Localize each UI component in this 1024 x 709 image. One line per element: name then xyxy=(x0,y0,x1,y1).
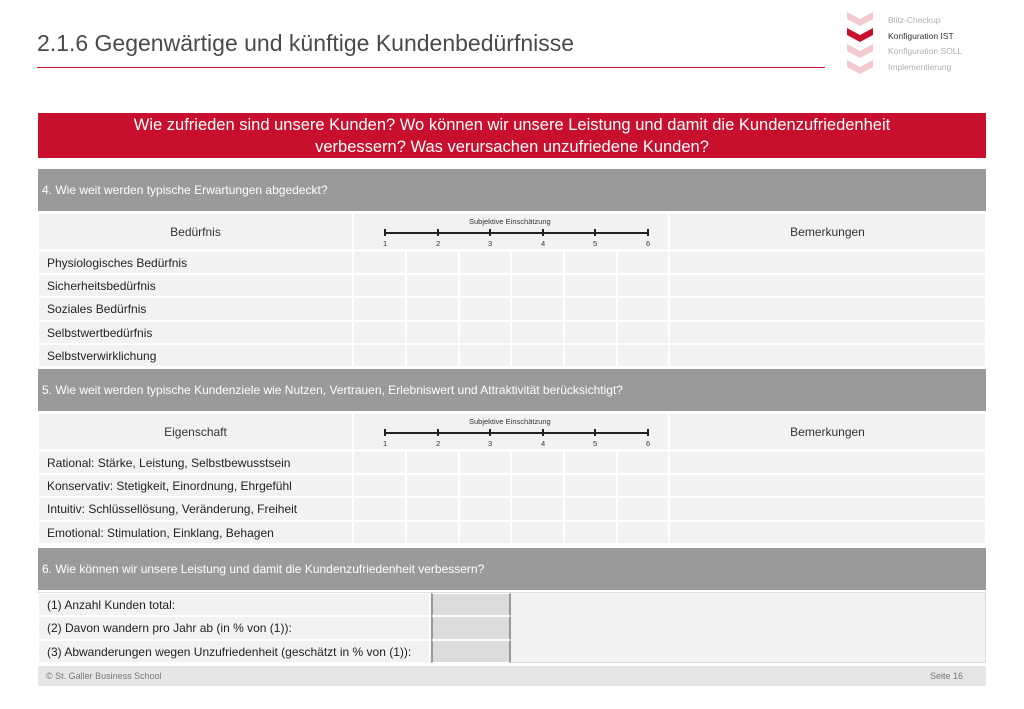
section4-row-label-cell xyxy=(38,321,353,344)
scale-label: 1 xyxy=(383,239,388,248)
section5-row-label-cell xyxy=(38,521,353,544)
scale-label: 3 xyxy=(488,239,493,248)
nav-item-konfiguration-soll[interactable]: Konfiguration SOLL xyxy=(888,46,963,56)
scale-label: 6 xyxy=(646,239,651,248)
rating-cell[interactable] xyxy=(406,251,459,274)
rating-cell[interactable] xyxy=(353,344,406,367)
rating-cell[interactable] xyxy=(617,497,669,520)
section6-row-label-cell xyxy=(38,640,430,663)
remarks-cell[interactable] xyxy=(669,451,986,474)
rating-cell[interactable] xyxy=(617,474,669,497)
scale-label: 6 xyxy=(646,439,651,448)
rating-cell[interactable] xyxy=(459,344,511,367)
progress-chevrons-icon xyxy=(845,10,875,76)
scale-label: 2 xyxy=(436,239,441,248)
scale-line xyxy=(384,432,649,434)
rating-cell[interactable] xyxy=(459,297,511,320)
rating-cell[interactable] xyxy=(511,297,564,320)
rating-cell[interactable] xyxy=(406,521,459,544)
scale-tick xyxy=(542,229,544,236)
rating-cell[interactable] xyxy=(617,297,669,320)
section5-row-label: Intuitiv: Schlüssellösung, Veränderung, Freiheit xyxy=(47,502,298,517)
rating-cell[interactable] xyxy=(617,521,669,544)
page-title: 2.1.6 Gegenwärtige und künftige Kundenbedürfnisse xyxy=(37,30,575,56)
rating-cell[interactable] xyxy=(564,344,617,367)
section5-row-label: Rational: Stärke, Leistung, Selbstbewusstsein xyxy=(47,456,291,470)
remarks-cell[interactable] xyxy=(669,497,986,520)
rating-cell[interactable] xyxy=(353,297,406,320)
rating-cell[interactable] xyxy=(406,297,459,320)
remarks-cell[interactable] xyxy=(669,297,986,320)
scale-label: 3 xyxy=(488,439,493,448)
remarks-cell[interactable] xyxy=(669,521,986,544)
rating-cell[interactable] xyxy=(564,251,617,274)
rating-cell[interactable] xyxy=(564,474,617,497)
rating-cell[interactable] xyxy=(459,497,511,520)
nav-item-blitz-checkup[interactable]: Blitz-Checkup xyxy=(888,15,941,25)
rating-cell[interactable] xyxy=(353,251,406,274)
rating-cell[interactable] xyxy=(459,321,511,344)
scale-line xyxy=(384,232,649,234)
col-header-need: Bedürfnis xyxy=(38,213,353,250)
scale-tick xyxy=(594,429,596,436)
section4-row-label: Selbstwertbedürfnis xyxy=(47,325,153,340)
nav-item-implementierung[interactable]: Implementierung xyxy=(888,61,952,72)
rating-cell[interactable] xyxy=(511,521,564,544)
section-5-header: 5. Wie weit werden typische Kundenziele wie Nutzen, Vertrauen, Erlebniswert und Attraktivität berücksichtigt? xyxy=(38,369,986,411)
section4-row-label-cell xyxy=(38,251,353,274)
section6-row-label: (1) Anzahl Kunden total: xyxy=(47,598,176,612)
section5-row-label: Emotional: Stimulation, Einklang, Behagen xyxy=(47,525,274,540)
scale-tick xyxy=(594,229,596,236)
rating-cell[interactable] xyxy=(459,474,511,497)
col-header-scale xyxy=(353,413,669,450)
rating-cell[interactable] xyxy=(353,474,406,497)
rating-cell[interactable] xyxy=(511,321,564,344)
rating-cell[interactable] xyxy=(353,451,406,474)
rating-cell[interactable] xyxy=(564,497,617,520)
scale-tick xyxy=(437,229,439,236)
footer-page-number: Seite 16 xyxy=(929,671,963,681)
remarks-cell[interactable] xyxy=(669,274,986,297)
section-6-header: 6. Wie können wir unsere Leistung und damit die Kundenzufriedenheit verbessern? xyxy=(38,548,986,590)
rating-cell[interactable] xyxy=(564,297,617,320)
scale-tick xyxy=(384,429,386,436)
col-header-remarks: Bemerkungen xyxy=(669,213,986,250)
rating-cell[interactable] xyxy=(564,521,617,544)
col-header-property: Eigenschaft xyxy=(38,413,353,450)
section6-value-input[interactable] xyxy=(431,640,511,663)
rating-cell[interactable] xyxy=(406,344,459,367)
section6-row-label: (2) Davon wandern pro Jahr ab (in % von (1)): xyxy=(47,621,292,636)
rating-cell[interactable] xyxy=(564,451,617,474)
scale-label: 2 xyxy=(436,439,441,448)
rating-cell[interactable] xyxy=(459,274,511,297)
scale-title: Subjektive Einschätzung xyxy=(469,417,551,426)
scale-label: 1 xyxy=(383,439,388,448)
rating-cell[interactable] xyxy=(353,321,406,344)
rating-cell[interactable] xyxy=(564,321,617,344)
rating-cell[interactable] xyxy=(511,274,564,297)
rating-cell[interactable] xyxy=(617,344,669,367)
scale-label: 4 xyxy=(541,439,546,448)
section-4-header: 4. Wie weit werden typische Erwartungen abgedeckt? xyxy=(38,169,986,211)
rating-cell[interactable] xyxy=(353,274,406,297)
rating-cell[interactable] xyxy=(406,451,459,474)
nav-item-konfiguration-ist[interactable]: Konfiguration IST xyxy=(888,30,954,41)
section5-row-label-cell xyxy=(38,451,353,474)
section4-row-label: Soziales Bedürfnis xyxy=(47,302,147,317)
rating-cell[interactable] xyxy=(406,321,459,344)
question-banner xyxy=(38,113,986,158)
section5-row-label-cell xyxy=(38,474,353,497)
rating-cell[interactable] xyxy=(617,274,669,297)
section4-row-label-cell xyxy=(38,274,353,297)
banner-line-1: Wie zufrieden sind unsere Kunden? Wo können wir unsere Leistung und damit die Kundenzufriedenheit xyxy=(133,116,891,134)
rating-cell[interactable] xyxy=(353,497,406,520)
remarks-cell[interactable] xyxy=(669,251,986,274)
section4-row-label: Selbstverwirklichung xyxy=(47,348,157,363)
scale-label: 5 xyxy=(593,439,598,448)
rating-cell[interactable] xyxy=(511,251,564,274)
rating-cell[interactable] xyxy=(564,274,617,297)
section6-value-input[interactable] xyxy=(431,616,511,639)
title-divider xyxy=(37,67,825,68)
col-header-scale xyxy=(353,213,669,250)
remarks-cell[interactable] xyxy=(669,321,986,344)
section4-row-label: Sicherheitsbedürfnis xyxy=(47,279,156,294)
rating-cell[interactable] xyxy=(459,251,511,274)
footer-copyright: © St. Galler Business School xyxy=(46,671,162,681)
rating-cell[interactable] xyxy=(406,497,459,520)
progress-nav xyxy=(888,13,962,75)
section4-row-label-cell xyxy=(38,344,353,367)
section6-value-input[interactable] xyxy=(431,593,511,616)
section4-row-label-cell xyxy=(38,297,353,320)
rating-cell[interactable] xyxy=(511,497,564,520)
section4-row-label: Physiologisches Bedürfnis xyxy=(47,256,188,270)
rating-cell[interactable] xyxy=(617,321,669,344)
remarks-cell[interactable] xyxy=(669,474,986,497)
banner-line-2: verbessern? Was verursachen unzufriedene Kunden? xyxy=(315,138,709,156)
scale-tick xyxy=(384,229,386,236)
rating-cell[interactable] xyxy=(459,451,511,474)
rating-cell[interactable] xyxy=(353,521,406,544)
rating-cell[interactable] xyxy=(511,474,564,497)
rating-cell[interactable] xyxy=(511,344,564,367)
rating-cell[interactable] xyxy=(617,251,669,274)
rating-cell[interactable] xyxy=(406,274,459,297)
scale-tick xyxy=(647,429,649,436)
section6-row-label-cell xyxy=(38,593,430,616)
rating-cell[interactable] xyxy=(406,474,459,497)
scale-label: 5 xyxy=(593,239,598,248)
section6-row-label-cell xyxy=(38,616,430,639)
col-header-remarks: Bemerkungen xyxy=(669,413,986,450)
rating-cell[interactable] xyxy=(617,451,669,474)
scale-tick xyxy=(489,429,491,436)
footer xyxy=(38,666,986,686)
scale-tick xyxy=(647,229,649,236)
section6-row-label: (3) Abwanderungen wegen Unzufriedenheit (geschätzt in % von (1)): xyxy=(47,644,412,659)
scale-title: Subjektive Einschätzung xyxy=(469,217,551,226)
scale-tick xyxy=(542,429,544,436)
scale-label: 4 xyxy=(541,239,546,248)
section5-row-label: Konservativ: Stetigkeit, Einordnung, Ehrgefühl xyxy=(47,479,292,494)
scale-tick xyxy=(437,429,439,436)
scale-tick xyxy=(489,229,491,236)
remarks-cell[interactable] xyxy=(669,344,986,367)
rating-cell[interactable] xyxy=(459,521,511,544)
section5-row-label-cell xyxy=(38,497,353,520)
rating-cell[interactable] xyxy=(511,451,564,474)
